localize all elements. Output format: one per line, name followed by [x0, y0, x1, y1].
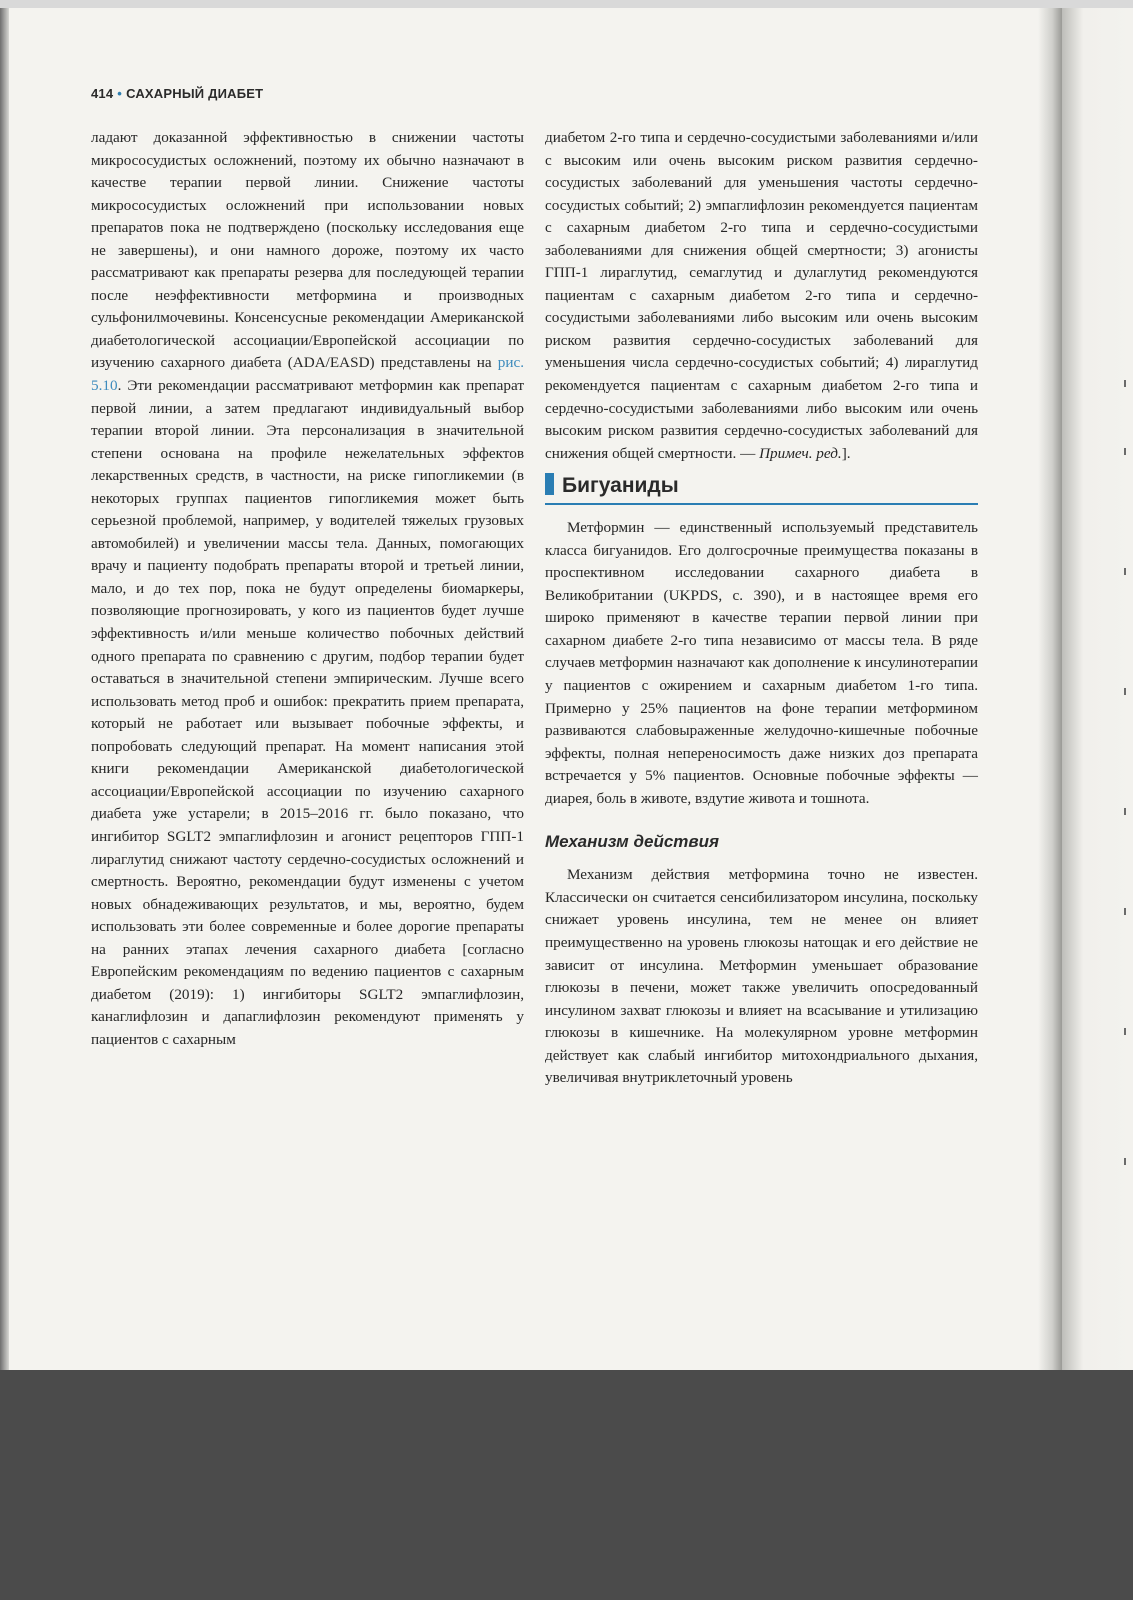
left-paragraph-text-b: . Эти рекомендации рассматривают метформин как препарат первой линии, а затем предлагают индивидуальный выбор терапии второй линии. Эта персонализация в значительной степени основана на профиле нежелательных эффектов лекарственных средств, в частности, на риске гипогликемии (в некоторых группах пациентов гипогликемия может быть серьезной проблемой, например, у водителей тяжелых грузовых автомобилей) и увеличении массы тела. Данных, помогающих врачу и пациенту подобрать препараты второй и третьей линии, мало, и до тех пор, пока не будут определены биомаркеры, позволяющие прогнозировать, у кого из пациентов будет лучше эффективность и/или меньше количество побочных действий одного препарата по сравнению с другим, подбор терапии будет оставаться в значительной степени эмпирическим. Лучше всего использовать метод проб и ошибок: прекратить прием препарата, который не работает или вызывает побочные эффекты, и попробовать следующий препарат. На момент написания этой книги рекомендации Американской диабетологической ассоциации/Европейской ассоциации по изучению сахарного диабета уже устарели; в 2015–2016 гг. было показано, что ингибитор SGLT2 эмпаглифлозин и агонист рецепторов ГПП-1 лираглутид снижают частоту сердечно-сосудистых осложнений и смертность. Вероятно, рекомендации будут изменены с учетом новых обнадеживающих результатов, и мы, вероятно, будем использовать эти более современные и более дорогие препараты на ранних этапах лечения сахарного диабета [согласно Европейским рекомендациям по ведению пациентов с сахарным диабетом (2019): 1) ингибиторы SGLT2 эмпаглифлозин, канаглифлозин и дапаглифлозин рекомендуют применять у пациентов с сахарным [91, 377, 524, 1048]
facing-text-mark [1124, 688, 1126, 695]
facing-text-mark [1124, 1028, 1126, 1035]
scan-top-edge [0, 0, 1133, 8]
separator-dot: • [117, 86, 123, 101]
left-column [91, 127, 524, 1051]
page-number: 414 [91, 86, 114, 101]
book-page [0, 8, 1062, 1370]
biguanides-paragraph: Метформин — единственный используемый представитель класса бигуанидов. Его долгосрочные преимущества показаны в проспективном исследовании сахарного диабета в Великобритании (UKPDS, с. 390), и в настоящее время его широко применяют в качестве терапии первой линии при сахарном диабете 2-го типа независимо от массы тела. В ряде случаев метформин назначают как дополнение к инсулинотерапии у пациентов с ожирением и сахарным диабетом 1-го типа. Примерно у 25% пациентов на фоне терапии метформином развиваются слабовыраженные желудочно-кишечные побочные эффекты, полная непереносимость даже низких доз препарата встречается у 5% пациентов. Основные побочные эффекты — диарея, боль в животе, вздутие живота и тошнота. [545, 519, 978, 807]
facing-text-mark [1124, 808, 1126, 815]
left-paragraph [91, 127, 524, 1051]
subheading-mechanism: Механизм действия [545, 832, 720, 852]
section-heading-biguanides [545, 472, 978, 505]
facing-text-mark [1124, 908, 1126, 915]
right-paragraph-continuation [545, 127, 978, 465]
editor-note: Примеч. ред. [759, 444, 842, 462]
facing-text-mark [1124, 568, 1126, 575]
right-paragraph-text: диабетом 2-го типа и сердечно-сосудистыми заболеваниями и/или с высоким или очень высоким риском развития сердечно-сосудистых заболеваний для уменьшения частоты сердечно-сосудистых событий; 2) эмпаглифлозин рекомендуется пациентам с сахарным диабетом 2-го типа и сердечно-сосудистыми заболеваниями для снижения общей смертности; 3) агонисты ГПП-1 лираглутид, семаглутид и дулаглутид рекомендуются пациентам с сахарным диабетом 2-го типа и сердечно-сосудистыми заболеваниями либо высоким или очень высоким риском развития сердечно-сосудистых заболеваний для уменьшения числа сердечно-сосудистых событий; 4) лираглутид рекомендуется пациентам с сахарным диабетом 2-го типа и сердечно-сосудистыми заболеваниями либо высоким или очень высоким риском развития сердечно-сосудистых заболеваний для снижения общей смертности. — [545, 129, 978, 462]
page-left-shadow [0, 8, 9, 1370]
facing-page-edge [1062, 8, 1133, 1370]
heading-marker-bar [545, 473, 554, 495]
facing-text-mark [1124, 448, 1126, 455]
scan-background-bottom [0, 1370, 1133, 1600]
running-head [91, 86, 263, 101]
right-column [545, 127, 978, 1090]
facing-text-mark [1124, 1158, 1126, 1165]
facing-text-mark [1124, 380, 1126, 387]
left-paragraph-text-a: ладают доказанной эффективностью в снижении частоты микрососудистых осложнений, поэтому их обычно назначают в качестве терапии первой линии. Снижение частоты микрососудистых осложнений при использовании новых препаратов пока не подтверждено (поскольку исследования еще не завершены), и они намного дороже, поэтому их часто рассматривают как препараты резерва для последующей терапии после неэффективности метформина и производных сульфонилмочевины. Консенсусные рекомендации Американской диабетологической ассоциации/Европейской ассоциации по изучению сахарного диабета (ADA/EASD) представлены на [91, 129, 524, 372]
figure-reference-link[interactable]: рис. 5.10 [91, 354, 524, 395]
page-gutter-shadow [1038, 8, 1062, 1370]
mechanism-paragraph: Механизм действия метформина точно не известен. Классически он считается сенсибилизатором инсулина, поскольку снижает уровень инсулина, тем не менее он влияет преимущественно на уровень глюкозы натощак и его действие не зависит от инсулина. Метформин уменьшает образование глюкозы в печени, может также увеличить опосредованный инсулином захват глюкозы и влияет на всасывание и утилизацию глюкозы в кишечнике. На молекулярном уровне метформин действует как слабый ингибитор митохондриального дыхания, увеличивая внутриклеточный уровень [545, 866, 978, 1087]
right-paragraph-end: ]. [841, 444, 851, 462]
section-title: САХАРНЫЙ ДИАБЕТ [126, 86, 264, 101]
section-heading-text: Бигуаниды [562, 474, 679, 498]
